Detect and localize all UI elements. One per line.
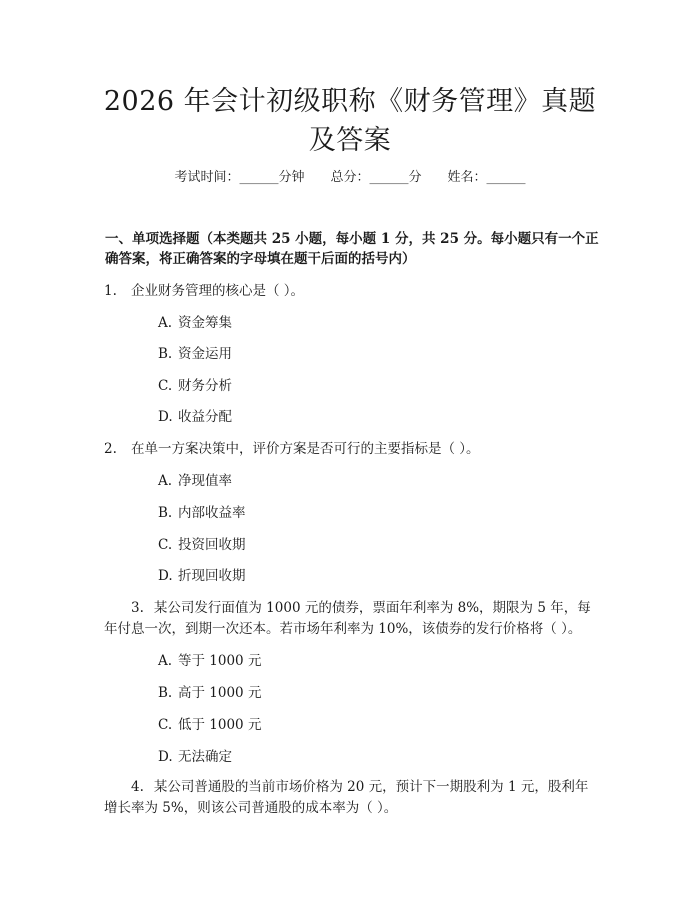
- section-heading: 一、单项选择题（本类题共 25 小题，每小题 1 分，共 25 分。每小题只有一个正确答案，将正确答案的字母填在题干后面的括号内）: [105, 231, 599, 267]
- question-text: 企业财务管理的核心是（ ）。: [131, 283, 305, 299]
- option-text: 投资回收期: [178, 537, 246, 553]
- question-number: 3.: [131, 600, 144, 616]
- option-3a: [158, 651, 261, 671]
- question-number: 1.: [104, 283, 117, 299]
- option-letter: C.: [158, 717, 173, 733]
- option-letter: C.: [158, 378, 173, 394]
- option-letter: D.: [158, 568, 173, 584]
- option-3c: [158, 715, 261, 735]
- option-letter: D.: [158, 409, 173, 425]
- question-number: 2.: [104, 441, 117, 457]
- exam-time-label: 考试时间：______分钟: [174, 170, 305, 185]
- option-text: 高于 1000 元: [178, 685, 262, 701]
- option-2d: [158, 566, 246, 586]
- option-text: 内部收益率: [178, 505, 246, 521]
- option-2a: [158, 471, 232, 491]
- question-1: [104, 281, 600, 302]
- option-text: 折现回收期: [178, 568, 246, 584]
- option-2b: [158, 503, 246, 523]
- option-3b: [158, 683, 261, 703]
- option-text: 低于 1000 元: [178, 717, 262, 733]
- option-text: 无法确定: [178, 749, 232, 765]
- option-letter: C.: [158, 537, 173, 553]
- option-1a: [158, 313, 232, 333]
- option-letter: A.: [158, 653, 173, 669]
- option-text: 等于 1000 元: [178, 653, 262, 669]
- option-text: 收益分配: [178, 409, 232, 425]
- option-text: 财务分析: [178, 378, 232, 394]
- option-letter: B.: [158, 685, 173, 701]
- name-label: 姓名：______: [447, 170, 526, 185]
- question-number: 4.: [131, 779, 144, 795]
- question-4: [104, 777, 600, 819]
- total-score-label: 总分：______分: [330, 170, 422, 185]
- option-1c: [158, 376, 232, 396]
- document-title: 2026 年会计初级职称《财务管理》真题及答案: [103, 86, 597, 156]
- option-2c: [158, 535, 246, 555]
- question-text: 在单一方案决策中，评价方案是否可行的主要指标是（ ）。: [131, 441, 480, 457]
- question-text: 某公司发行面值为 1000 元的债券，票面年利率为 8%，期限为 5 年，每年付息一次，到期一次还本。若市场年利率为 10%，该债券的发行价格将（ ）。: [104, 600, 591, 637]
- option-letter: D.: [158, 749, 173, 765]
- option-text: 资金运用: [178, 346, 232, 362]
- exam-meta-line: [0, 169, 700, 187]
- option-letter: A.: [158, 473, 173, 489]
- option-letter: A.: [158, 315, 173, 331]
- option-letter: B.: [158, 505, 173, 521]
- question-2: [104, 439, 600, 460]
- question-text: 某公司普通股的当前市场价格为 20 元，预计下一期股利为 1 元，股利年增长率为 5%，则该公司普通股的成本率为（ ）。: [104, 779, 589, 816]
- option-1b: [158, 344, 232, 364]
- option-3d: [158, 747, 232, 767]
- question-3: [104, 598, 600, 640]
- option-text: 净现值率: [178, 473, 232, 489]
- option-1d: [158, 407, 232, 427]
- option-text: 资金筹集: [178, 315, 232, 331]
- option-letter: B.: [158, 346, 173, 362]
